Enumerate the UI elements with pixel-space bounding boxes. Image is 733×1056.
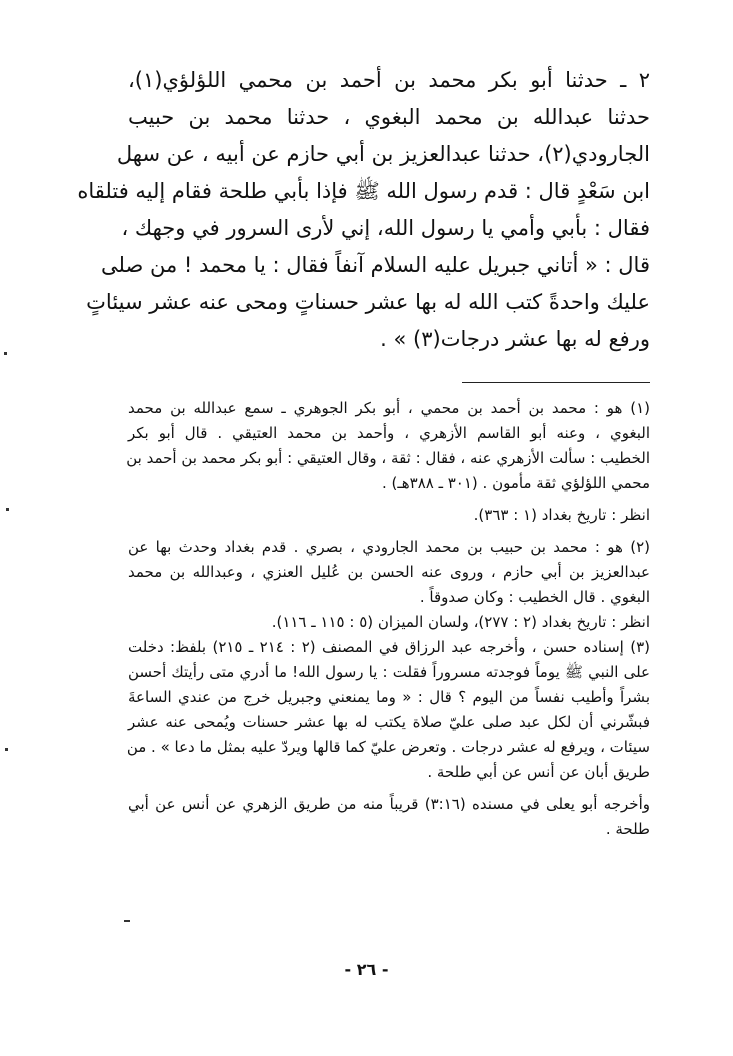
footnote-line: محمي اللؤلؤي ثقة مأمون . (٣٠١ ـ ٣٨٨هـ) . bbox=[381, 474, 650, 492]
footnote-line: طريق أبان عن أنس عن أبي طلحة . bbox=[427, 763, 650, 781]
footnote-line: بشراً وأطيب نفساً من اليوم ؟ قال : « وما يمنعني وجبريل خرج من عندي الساعةَ bbox=[128, 688, 650, 706]
scan-speck bbox=[124, 920, 130, 922]
footnote-line: البغوي ، وعنه أبو القاسم الأزهري ، وأحمد بن محمد العتيقي . قال أبو بكر bbox=[128, 424, 650, 442]
main-text-line: قال : « أتاني جبريل عليه السلام آنفاً فقال : يا محمد ! من صلى bbox=[101, 253, 650, 277]
scan-speck bbox=[4, 352, 7, 355]
footnote-line: وأخرجه أبو يعلى في مسنده (٣:١٦) قريباً منه من طريق الزهري عن أنس عن أبي bbox=[128, 795, 650, 813]
main-text-line: فقال : بأبي وأمي يا رسول الله، إني لأرى السرور في وجهك ، bbox=[121, 216, 650, 240]
main-text-line: حدثنا عبدالله بن محمد البغوي ، حدثنا محمد بن حبيب bbox=[128, 105, 650, 129]
footnote-line: البغوي . قال الخطيب : وكان صدوقاً . bbox=[419, 588, 650, 606]
footnote-line: الخطيب : سألت الأزهري عنه ، فقال : ثقة ، وقال العتيقي : أبو بكر محمد بن أحمد بن bbox=[126, 449, 650, 467]
main-text-line: الجارودي(٢)، حدثنا عبدالعزيز بن أبي حازم عن أبيه ، عن سهل bbox=[116, 142, 650, 166]
footnote-line: طلحة . bbox=[605, 820, 650, 838]
main-text-line: ابن سَعْدٍ قال : قدم رسول الله ﷺ فإذا بأبي طلحة فقام إليه فتلقاه bbox=[77, 179, 650, 203]
scan-speck bbox=[5, 748, 8, 751]
footnote-source: انظر : تاريخ بغداد (٢ : ٢٧٧)، ولسان الميزان (٥ : ١١٥ ـ ١١٦). bbox=[271, 613, 650, 631]
footnote-line: (٢) هو : محمد بن حبيب بن محمد الجارودي ، بصري . قدم بغداد وحدث بها عن bbox=[128, 538, 650, 556]
footnote-line: سيئات ، ويرفع له عشر درجات . وتعرض عليّ كما قالها ويردّ عليه بمثل ما دعا » . من bbox=[126, 738, 650, 756]
footnotes bbox=[128, 396, 650, 842]
footnote-separator bbox=[462, 382, 650, 383]
footnote-line: على النبي ﷺ يوماً فوجدته مسروراً فقلت : يا رسول الله! ما أدري متى رأيتك أحسن bbox=[128, 663, 650, 681]
main-text-line: عليك واحدةً كتب الله له بها عشر حسناتٍ ومحى عنه عشر سيئاتٍ bbox=[86, 290, 650, 314]
footnote-line: عبدالعزيز بن أبي حازم ، وروى عنه الحسن بن عُليل العنزي ، وعبدالله بن محمد bbox=[128, 563, 650, 581]
main-text bbox=[77, 62, 650, 358]
scan-speck bbox=[6, 508, 9, 511]
footnote-line: (٣) إسناده حسن ، وأخرجه عبد الرزاق في المصنف (٢ : ٢١٤ ـ ٢١٥) بلفظ: دخلت bbox=[128, 638, 651, 656]
main-text-line: ورفع له بها عشر درجات(٣) » . bbox=[380, 327, 650, 351]
footnote-source: انظر : تاريخ بغداد (١ : ٣٦٣). bbox=[473, 506, 650, 524]
page-number: - ٢٦ - bbox=[344, 960, 389, 979]
footnote-line: (١) هو : محمد بن أحمد بن محمي ، أبو بكر الجوهري ـ سمع عبدالله بن محمد bbox=[128, 399, 650, 417]
main-text-line: ٢ ـ حدثنا أبو بكر محمد بن أحمد بن محمي اللؤلؤي(١)، bbox=[128, 68, 650, 92]
footnote-line: فبشّرني أن لكل عبد صلى عليّ صلاة يكتب له بها عشر حسنات ويُمحى عنه عشر bbox=[128, 713, 650, 731]
